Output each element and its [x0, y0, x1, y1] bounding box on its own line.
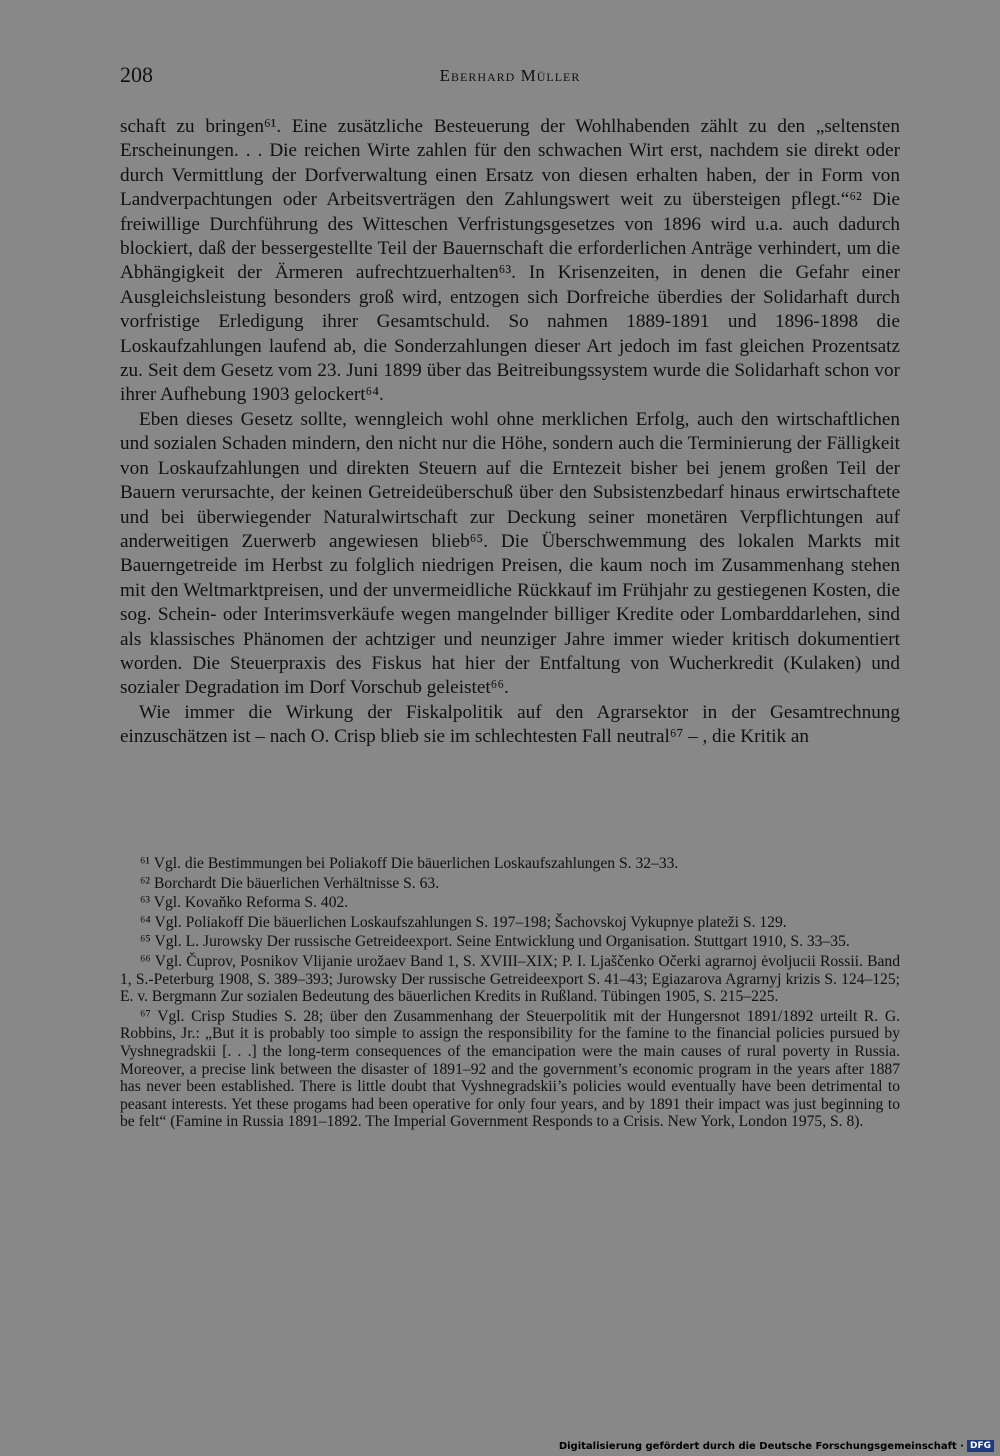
footnote-66: ⁶⁶ Vgl. Čuprov, Posnikov Vlijanie urožaev Band 1, S. XVIII–XIX; P. I. Ljaščenko Očerki agrarnoj ėvoljucii Rossii. Band 1, S.-Peterburg 1908, S. 389–393; Jurowsky Der russische Getreideexport S. 41–43; Egiazarova Agrarnyj krizis S. 124–125; E. v. Bergmann Zur sozialen Bedeutung des bäuerlichen Kredits in Rußland. Tübingen 1905, S. 215–225. [120, 952, 900, 1006]
page-number: 208 [120, 62, 153, 87]
footnote-64: ⁶⁴ Vgl. Poliakoff Die bäuerlichen Loskaufszahlungen S. 197–198; Šachovskoj Vykupnye plateži S. 129. [140, 913, 787, 931]
running-title: Eberhard Müller [439, 66, 581, 85]
footnote-62: ⁶² Borchardt Die bäuerlichen Verhältnisse S. 63. [140, 874, 440, 892]
dfg-logo: DFG [967, 1440, 994, 1452]
paragraph-1: schaft zu bringen⁶¹. Eine zusätzliche Besteuerung der Wohlhabenden zählt zu den „seltensten Erscheinungen. . . Die reichen Wirte zahlen für den schwachen Wirt erst, nachdem sie direkt oder durch Vermittlung der Dorfverwaltung einen Ersatz von diesen erhalten haben, der in Form von Landverpachtungen oder Arbeitsverträgen den Zahlungswert weit zu übersteigen pflegt.“⁶² Die freiwillige Durchführung des Witteschen Verfristungsgesetzes von 1896 wird u.a. auch dadurch blockiert, daß der bessergestellte Teil der Bauernschaft die erforderlichen Anträge verhindert, um die Abhängigkeit der Ärmeren aufrechtzuerhalten⁶³. In Krisenzeiten, in denen die Gefahr einer Ausgleichsleistung besonders groß wird, entzogen sich Dorfreiche überdies der Solidarhaft durch vorfristige Erledigung ihrer Gesamtschuld. So nahmen 1889-1891 und 1896-1898 die Loskaufzahlungen laufend ab, die Sonderzahlungen dieser Art jedoch im fast gleichen Prozentsatz zu. Seit dem Gesetz vom 23. Juni 1899 über das Beitreibungssystem wurde die Solidarhaft schon vor ihrer Aufhebung 1903 gelockert⁶⁴. [120, 116, 900, 406]
footnotes [120, 855, 900, 1133]
footnote-63: ⁶³ Vgl. Kovaňko Reforma S. 402. [140, 894, 349, 912]
footnote-67: ⁶⁷ Vgl. Crisp Studies S. 28; über den Zusammenhang der Steuerpolitik mit der Hungersnot 1891/1892 urteilt R. G. Robbins, Jr.: „But it is probably too simple to assign the responsibility for the famine to the financial policies pursued by Vyshnegradskii [. . .] the long-term consequences of the emancipation were the main causes of rural poverty in Russia. Moreover, a precise link between the disaster of 1891–92 and the government’s economic program in the years after 1887 has never been established. There is little doubt that Vyshnegradskii’s policies would eventually have been detrimental to peasant interests. Yet these progams had been operative for only four years, and by 1891 their impact was just beginning to be felt“ (Famine in Russia 1891–1892. The Imperial Government Responds to a Crisis. New York, London 1975, S. 8). [120, 1007, 900, 1131]
footer-text: Digitalisierung gefördert durch die Deutsche Forschungsgemeinschaft · [558, 1440, 964, 1452]
digitization-footer [559, 1440, 994, 1452]
footnote-65: ⁶⁵ Vgl. L. Jurowsky Der russische Getreideexport. Seine Entwicklung und Organisation. Stuttgart 1910, S. 33–35. [140, 933, 850, 951]
main-text [120, 115, 900, 750]
footnote-61: ⁶¹ Vgl. die Bestimmungen bei Poliakoff Die bäuerlichen Loskaufszahlungen S. 32–33. [140, 855, 679, 872]
paragraph-2: Eben dieses Gesetz sollte, wenngleich wohl ohne merklichen Erfolg, auch den wirtschaftlichen und sozialen Schaden mindern, den nicht nur die Höhe, sondern auch die Terminierung der Fälligkeit von Loskaufzahlungen und direkten Steuern auf die Erntezeit bisher bei jenem großen Teil der Bauern verursachte, der keinen Getreideüberschuß über den Subsistenzbedarf hinaus erwirtschaftete und bei überwiegender Naturalwirtschaft zur Deckung seiner monetären Verpflichtungen auf anderweitigen Zuerwerb angewiesen blieb⁶⁵. Die Überschwemmung des lokalen Markts mit Bauerngetreide im Herbst zu folglich niedrigen Preisen, die kaum noch im Zusammenhang stehen mit den Weltmarktpreisen, und der unvermeidliche Rückkauf im Frühjahr zu gestiegenen Kosten, die sog. Schein- oder Interimsverkäufe wegen mangelnder billiger Kredite oder Lombarddarlehen, sind als klassisches Phänomen der achtziger und neunziger Jahre immer wieder kritisch dokumentiert worden. Die Steuerpraxis des Fiskus hat hier der Entfaltung von Wucherkredit (Kulaken) und sozialer Degradation im Dorf Vorschub geleistet⁶⁶. [120, 408, 900, 699]
page-header [120, 62, 900, 94]
paragraph-3: Wie immer die Wirkung der Fiskalpolitik auf den Agrarsektor in der Gesamtrechnung einzuschätzen ist – nach O. Crisp blieb sie im schlechtesten Fall neutral⁶⁷ – , die Kritik an [120, 701, 900, 748]
